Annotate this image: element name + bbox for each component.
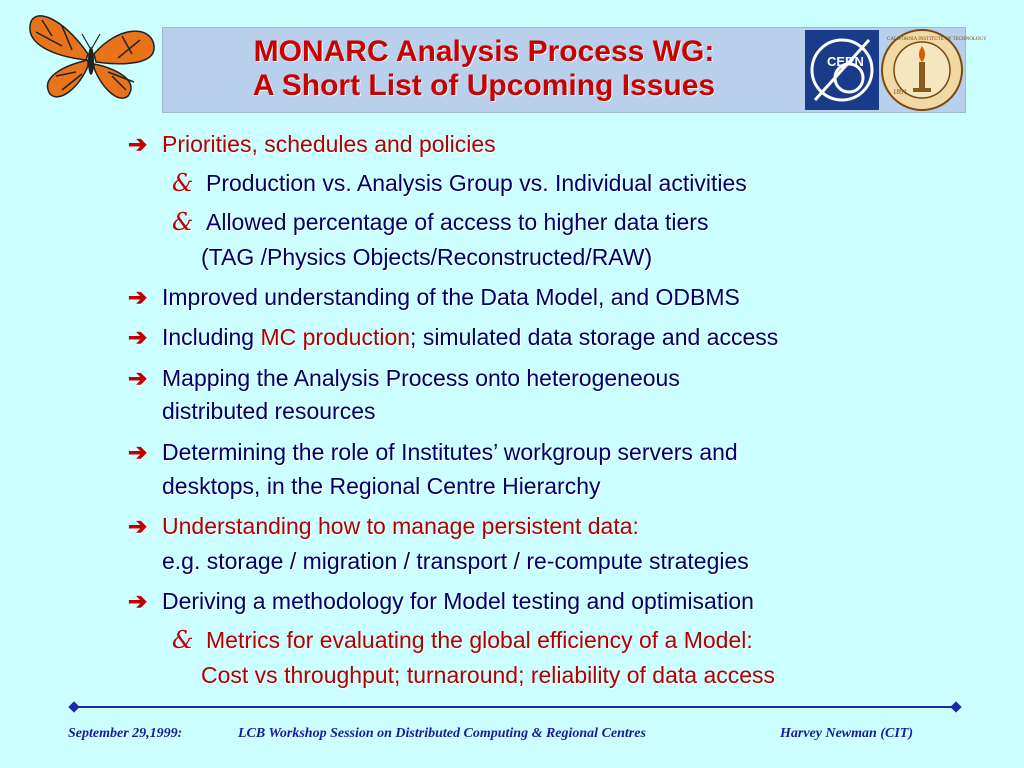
bullet-4-continuation: distributed resources xyxy=(162,398,376,424)
pointing-hand-icon: & xyxy=(172,626,194,654)
footer-author: Harvey Newman (CIT) xyxy=(780,726,913,741)
pointing-hand-icon: & xyxy=(172,208,194,236)
bullet-4: ➔ Mapping the Analysis Process onto heterogeneous xyxy=(128,365,680,391)
divider-end-right xyxy=(950,701,961,712)
footer-date: September 29,1999: xyxy=(68,726,183,741)
caltech-year: 1891 xyxy=(893,88,907,96)
bullet-5-continuation: desktops, in the Regional Centre Hierarchy xyxy=(162,473,601,499)
arrow-right-icon: ➔ xyxy=(128,131,148,157)
cern-logo-text: CERN xyxy=(827,54,864,69)
caltech-seal-text: CALIFORNIA INSTITUTE OF TECHNOLOGY xyxy=(887,37,987,42)
sub-bullet-2: & Allowed percentage of access to higher data tiers xyxy=(172,208,709,236)
footer-event: LCB Workshop Session on Distributed Computing & Regional Centres xyxy=(238,726,646,741)
bullet-6: ➔ Understanding how to manage persistent data: xyxy=(128,513,639,539)
sub-bullet-3-continuation: Cost vs throughput; turnaround; reliability of data access xyxy=(201,662,776,688)
title-line-2: A Short List of Upcoming Issues xyxy=(252,69,716,102)
arrow-right-icon: ➔ xyxy=(128,284,148,310)
arrow-right-icon: ➔ xyxy=(128,324,148,350)
bullet-7: ➔ Deriving a methodology for Model testing and optimisation xyxy=(128,588,754,614)
bullet-5: ➔ Determining the role of Institutes’ workgroup servers and xyxy=(128,439,738,465)
bullet-6-continuation: e.g. storage / migration / transport / re-compute strategies xyxy=(162,548,749,574)
arrow-right-icon: ➔ xyxy=(128,588,148,614)
mc-production-highlight: MC production xyxy=(260,324,411,350)
bullet-2: ➔ Improved understanding of the Data Model, and ODBMS xyxy=(128,284,740,310)
arrow-right-icon: ➔ xyxy=(128,513,148,539)
sub-bullet-3: & Metrics for evaluating the global efficiency of a Model: xyxy=(172,626,753,654)
title-line-1: MONARC Analysis Process WG: xyxy=(253,35,715,68)
sub-bullet-2-continuation: (TAG /Physics Objects/Reconstructed/RAW) xyxy=(201,244,653,270)
footer-divider xyxy=(74,706,958,708)
arrow-right-icon: ➔ xyxy=(128,365,148,391)
arrow-right-icon: ➔ xyxy=(128,439,148,465)
sub-bullet-1: & Production vs. Analysis Group vs. Individual activities xyxy=(172,169,747,197)
bullet-1: ➔ Priorities, schedules and policies xyxy=(128,131,496,157)
pointing-hand-icon: & xyxy=(172,169,194,197)
divider-end-left xyxy=(68,701,79,712)
bullet-3: ➔ Including MC production; simulated data storage and access xyxy=(128,324,779,350)
